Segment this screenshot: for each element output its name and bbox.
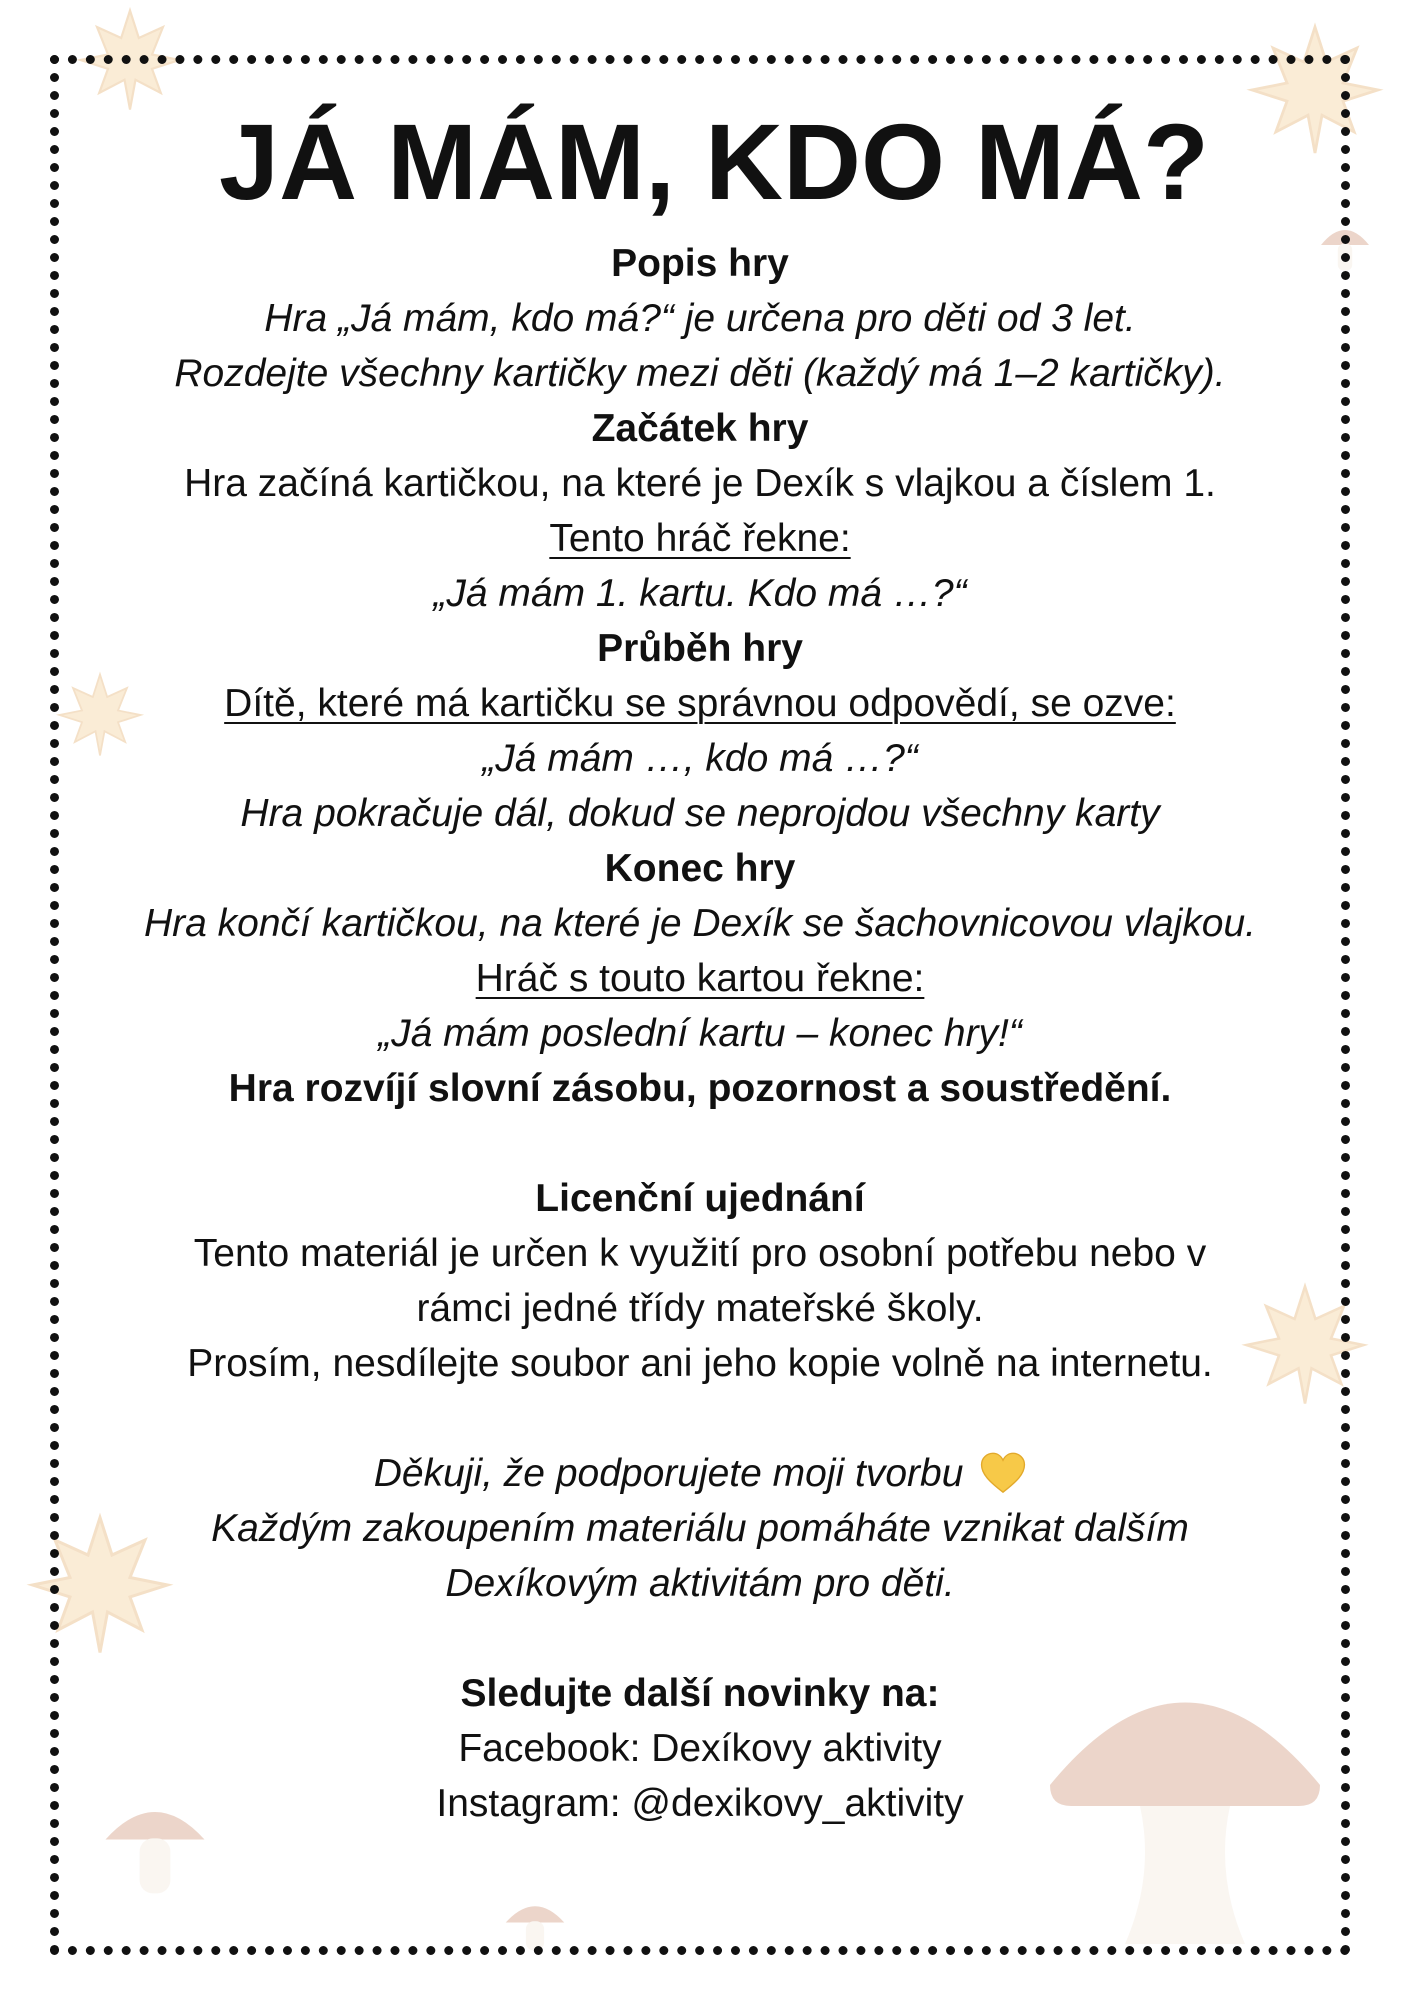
section-heading-follow: Sledujte další novinky na: — [460, 1672, 940, 1715]
zacatek-line-3: „Já mám 1. kartu. Kdo má …?“ — [433, 572, 967, 615]
instagram-line: Instagram: @dexikovy_aktivity — [436, 1782, 964, 1825]
facebook-line: Facebook: Dexíkovy aktivity — [458, 1727, 942, 1770]
licence-line-1: Tento materiál je určen k využití pro osobní potřebu nebo v — [193, 1232, 1207, 1275]
popis-line-1: Hra „Já mám, kdo má?“ je určena pro děti od 3 let. — [264, 297, 1136, 340]
thanks-line-3: Dexíkovým aktivitám pro děti. — [445, 1562, 955, 1605]
prubeh-line-1: Dítě, které má kartičku se správnou odpovědí, se ozve: — [224, 682, 1176, 725]
prubeh-line-2: „Já mám …, kdo má …?“ — [482, 737, 918, 780]
konec-line-1: Hra končí kartičkou, na které je Dexík se šachovnicovou vlajkou. — [143, 902, 1256, 945]
prubeh-line-3: Hra pokračuje dál, dokud se neprojdou všechny karty — [240, 792, 1160, 835]
licence-line-3: Prosím, nesdílejte soubor ani jeho kopie volně na internetu. — [187, 1342, 1213, 1385]
page-title: JÁ MÁM, KDO MÁ? — [219, 101, 1209, 222]
thanks-line-1-row — [59, 1446, 1341, 1501]
popis-line-2: Rozdejte všechny kartičky mezi děti (každý má 1–2 kartičky). — [174, 352, 1226, 395]
section-heading-popis: Popis hry — [611, 242, 789, 285]
section-heading-prubeh: Průběh hry — [597, 627, 803, 670]
section-heading-zacatek: Začátek hry — [591, 407, 809, 450]
konec-line-2: Hráč s touto kartou řekne: — [475, 957, 925, 1000]
konec-line-3: „Já mám poslední kartu – konec hry!“ — [378, 1012, 1022, 1055]
zacatek-line-1: Hra začíná kartičkou, na které je Dexík s vlajkou a číslem 1. — [184, 462, 1216, 505]
section-heading-licence: Licenční ujednání — [535, 1177, 865, 1220]
licence-line-2: rámci jedné třídy mateřské školy. — [416, 1287, 984, 1330]
zacatek-line-2: Tento hráč řekne: — [549, 517, 851, 560]
section-heading-konec: Konec hry — [604, 847, 796, 890]
yellow-heart-icon — [980, 1452, 1026, 1494]
konec-summary: Hra rozvíjí slovní zásobu, pozornost a soustředění. — [228, 1067, 1172, 1110]
instructions-sheet — [59, 64, 1341, 1831]
thanks-line-2: Každým zakoupením materiálu pomáháte vznikat dalším — [211, 1507, 1189, 1550]
thanks-line-1: Děkuji, že podporujete moji tvorbu — [373, 1452, 964, 1495]
